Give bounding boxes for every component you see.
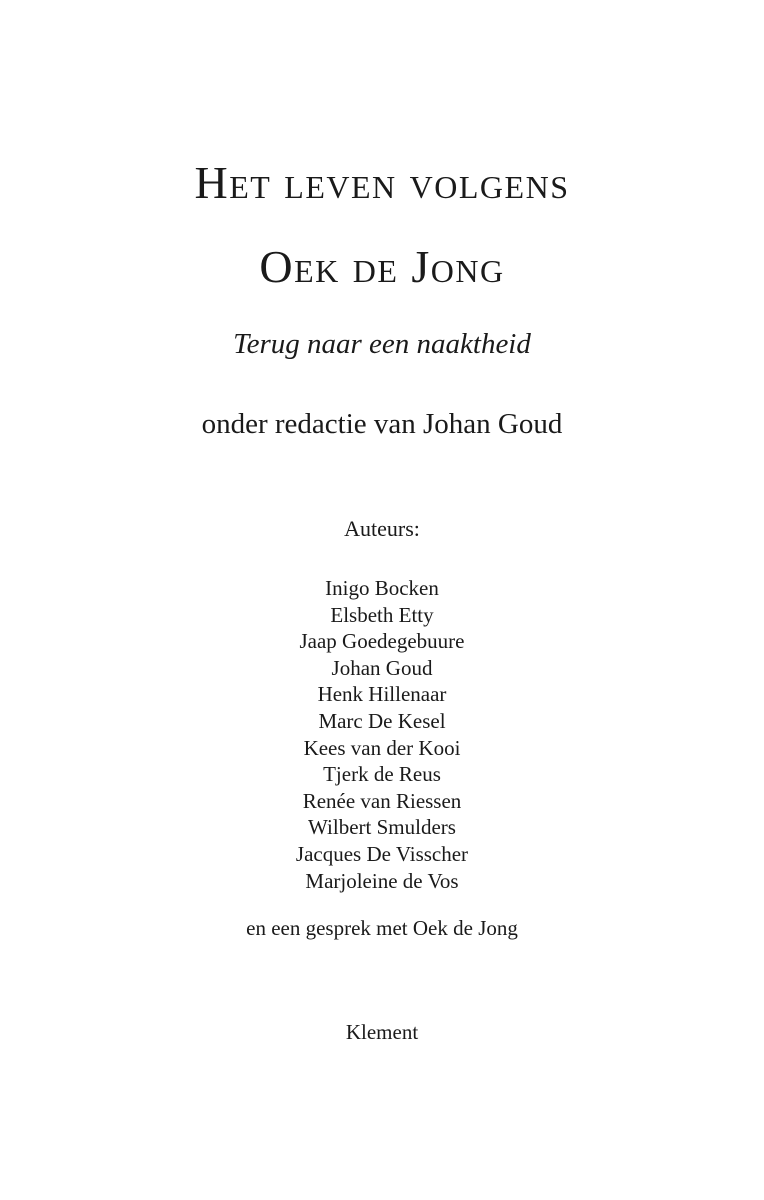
book-subtitle: Terug naar een naaktheid (233, 328, 531, 360)
author-name: Marc De Kesel (318, 708, 446, 733)
author-name: Marjoleine de Vos (305, 868, 459, 893)
conversation-line: en een gesprek met Oek de Jong (246, 916, 518, 940)
author-name: Jacques De Visscher (295, 841, 469, 866)
author-name: Wilbert Smulders (308, 815, 456, 840)
book-title-line-1: Het leven volgens (194, 157, 570, 208)
authors-list (0, 575, 764, 894)
author-name: Renée van Riessen (302, 788, 462, 813)
editor-line: onder redactie van Johan Goud (201, 408, 563, 440)
author-name: Kees van der Kooi (303, 735, 461, 760)
author-name: Tjerk de Reus (323, 762, 441, 787)
author-name: Jaap Goedegebuure (299, 629, 465, 654)
author-name: Henk Hillenaar (317, 682, 447, 707)
book-title-line-2: Oek de Jong (259, 241, 505, 292)
publisher-name: Klement (345, 1020, 419, 1044)
author-name: Inigo Bocken (325, 576, 439, 600)
authors-heading: Auteurs: (344, 516, 420, 541)
author-name: Johan Goud (331, 655, 433, 680)
author-name: Elsbeth Etty (330, 602, 434, 627)
